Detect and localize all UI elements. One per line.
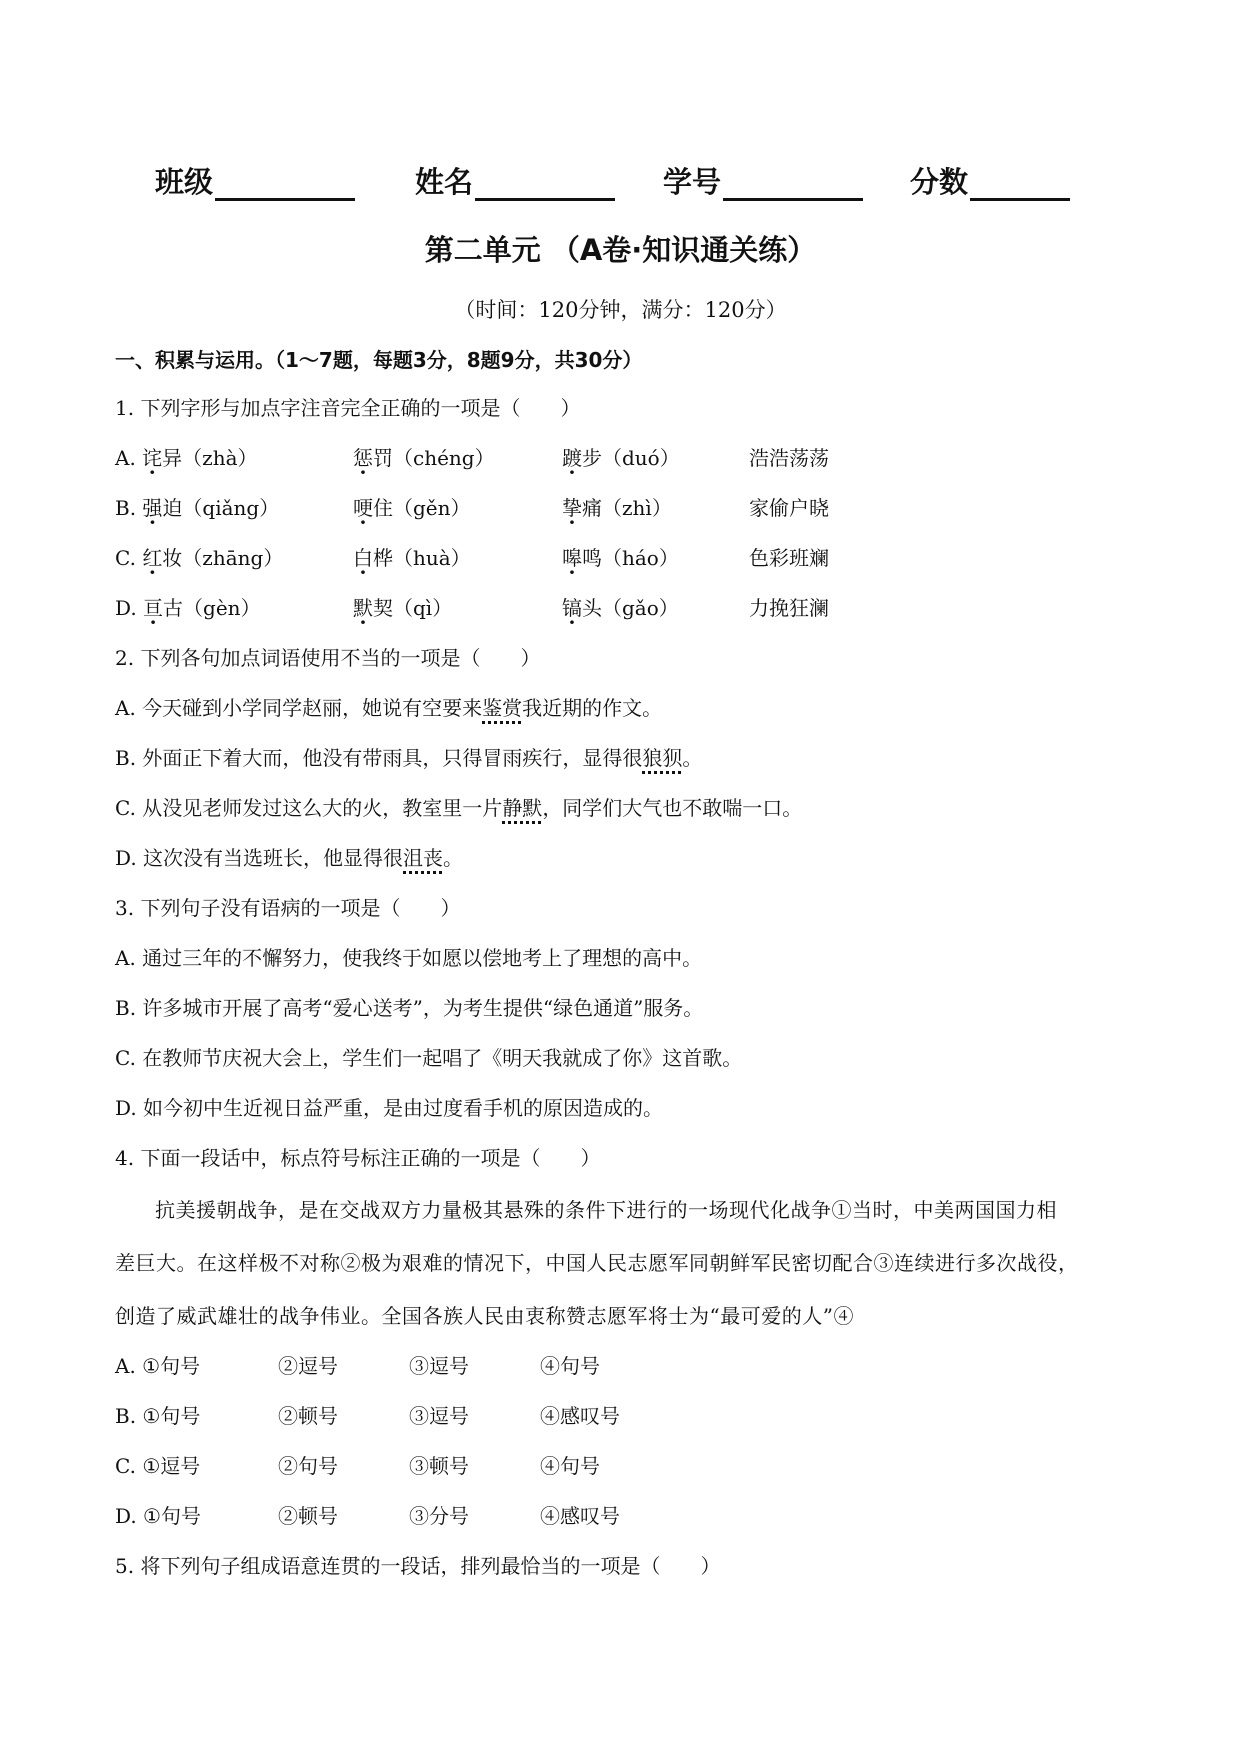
- option-text: 异（zhà）: [162, 446, 258, 470]
- q4-b-item-3: ③逗号: [409, 1404, 469, 1428]
- dotted-char: 强: [142, 496, 163, 520]
- dotted-char: 哽: [353, 496, 373, 520]
- q2-option-d[interactable]: [115, 842, 463, 871]
- q1-c-item-2: [353, 542, 471, 571]
- option-text: 。: [443, 846, 464, 870]
- option-text: 住（gěn）: [373, 496, 471, 520]
- q4-d-item-4: ④感叹号: [540, 1504, 620, 1528]
- section-heading: 一、积累与运用。（1～7题，每题3分，8题9分，共30分）: [115, 348, 643, 372]
- option-text: 。: [682, 746, 703, 770]
- option-text: 桦（huà）: [373, 546, 471, 570]
- q1-option-a[interactable]: [115, 442, 258, 471]
- q1-option-d[interactable]: [115, 592, 261, 621]
- q4-d-item-2: ②顿号: [278, 1504, 338, 1528]
- q2-stem: 2. 下列各句加点词语使用不当的一项是（ ）: [115, 646, 541, 670]
- q1-b-item-3: [562, 492, 672, 521]
- q1-c-item-4: 色彩班斓: [749, 546, 829, 570]
- q1-b-item-4: 家偷户晓: [749, 496, 829, 520]
- q1-stem: 1. 下列字形与加点字注音完全正确的一项是（ ）: [115, 396, 581, 420]
- dotted-char: 亘: [143, 596, 164, 620]
- option-label: C.: [115, 1454, 136, 1478]
- option-text: 鸣（háo）: [582, 546, 679, 570]
- name-field: [415, 160, 615, 201]
- q4-d-item-3: ③分号: [409, 1504, 469, 1528]
- option-text: ①逗号: [142, 1454, 201, 1478]
- page-title: 第二单元 （A卷·知识通关练）: [424, 233, 817, 267]
- q4-c-item-4: ④句号: [540, 1454, 600, 1478]
- option-text: 头（gǎo）: [582, 596, 679, 620]
- q1-a-item-3: [562, 442, 680, 471]
- q5-stem: 5. 将下列句子组成语意连贯的一段话，排列最恰当的一项是（ ）: [115, 1554, 721, 1578]
- dotted-char: 嗥: [562, 546, 582, 570]
- q1-option-c[interactable]: [115, 542, 283, 571]
- q1-a-item-2: [353, 442, 495, 471]
- option-label: B.: [115, 496, 137, 520]
- option-text: C. 从没见老师发过这么大的火，教室里一片: [115, 796, 503, 820]
- q4-b-item-2: ②顿号: [278, 1404, 338, 1428]
- option-label: D.: [115, 1504, 137, 1528]
- q2-option-b[interactable]: [115, 742, 702, 771]
- q4-passage-line-1: 抗美援朝战争，是在交战双方力量极其悬殊的条件下进行的一场现代化战争①当时，中美两国国力相: [155, 1198, 1057, 1222]
- option-text: 妆（zhāng）: [162, 546, 284, 570]
- dotted-char: 诧: [142, 446, 163, 470]
- option-text: 痛（zhì）: [582, 496, 672, 520]
- q3-option-b[interactable]: B. 许多城市开展了高考“爱心送考”，为考生提供“绿色通道”服务。: [115, 996, 704, 1020]
- q4-passage-line-2: 差巨大。在这样极不对称②极为艰难的情况下，中国人民志愿军同朝鲜军民密切配合③连续进行多次战役，: [115, 1251, 1079, 1275]
- q1-b-item-2: [353, 492, 471, 521]
- dotted-word-text: 鉴赏: [482, 696, 523, 720]
- q1-d-item-2: [353, 592, 452, 621]
- q1-d-item-3: [562, 592, 679, 621]
- q3-option-a[interactable]: A. 通过三年的不懈努力，使我终于如愿以偿地考上了理想的高中。: [115, 946, 703, 970]
- q2-option-a[interactable]: [115, 692, 662, 721]
- q4-stem: 4. 下面一段话中，标点符号标注正确的一项是（ ）: [115, 1146, 601, 1170]
- q4-option-d[interactable]: [115, 1500, 201, 1529]
- q3-option-c[interactable]: C. 在教师节庆祝大会上，学生们一起唱了《明天我就成了你》这首歌。: [115, 1046, 743, 1070]
- dotted-char: 默: [353, 596, 373, 620]
- page-subtitle: （时间：120分钟，满分：120分）: [454, 298, 787, 322]
- q4-option-c[interactable]: [115, 1450, 200, 1479]
- number-label: 学号: [663, 165, 722, 199]
- class-field: [155, 160, 355, 201]
- dotted-char: 挚: [562, 496, 582, 520]
- score-blank[interactable]: [970, 164, 1070, 201]
- dotted-word-text: 静默: [502, 796, 543, 820]
- dotted-char: 红: [142, 546, 163, 570]
- dotted-word-text: 狼狈: [642, 746, 683, 770]
- class-blank[interactable]: [215, 164, 355, 201]
- class-label: 班级: [155, 165, 214, 199]
- dotted-word-text: 沮丧: [403, 846, 444, 870]
- dotted-char: 踱: [562, 446, 582, 470]
- dotted-char: 镐: [562, 596, 582, 620]
- q4-a-item-2: ②逗号: [278, 1354, 338, 1378]
- option-text: ①句号: [142, 1404, 201, 1428]
- option-label: A.: [115, 1354, 136, 1378]
- option-text: ①句号: [143, 1504, 201, 1528]
- option-text: D. 这次没有当选班长，他显得很: [115, 846, 404, 870]
- q1-option-b[interactable]: [115, 492, 279, 521]
- q4-b-item-4: ④感叹号: [540, 1404, 620, 1428]
- dotted-char: 白: [353, 546, 373, 570]
- option-text: 契（qì）: [373, 596, 453, 620]
- student-info-header: [0, 160, 1241, 210]
- q4-c-item-3: ③顿号: [409, 1454, 469, 1478]
- name-label: 姓名: [415, 165, 474, 199]
- q3-option-d[interactable]: D. 如今初中生近视日益严重，是由过度看手机的原因造成的。: [115, 1096, 664, 1120]
- q4-a-item-4: ④句号: [540, 1354, 600, 1378]
- option-label: D.: [115, 596, 137, 620]
- number-field: [663, 160, 863, 201]
- q1-c-item-3: [562, 542, 679, 571]
- q4-passage-line-3: 创造了威武雄壮的战争伟业。全国各族人民由衷称赞志愿军将士为“最可爱的人”④: [115, 1304, 854, 1328]
- option-text: 古（gèn）: [163, 596, 261, 620]
- option-label: C.: [115, 546, 136, 570]
- option-label: B.: [115, 1404, 137, 1428]
- score-field: [910, 160, 1070, 201]
- q4-option-b[interactable]: [115, 1400, 200, 1429]
- q4-option-a[interactable]: [115, 1350, 200, 1379]
- option-text: A. 今天碰到小学同学赵丽，她说有空要来: [115, 696, 483, 720]
- option-text: B. 外面正下着大而，他没有带雨具，只得冒雨疾行，显得很: [115, 746, 643, 770]
- q2-option-c[interactable]: [115, 792, 802, 821]
- q4-c-item-2: ②句号: [278, 1454, 338, 1478]
- option-text: 迫（qiǎng）: [162, 496, 280, 520]
- q1-a-item-4: 浩浩荡荡: [749, 446, 829, 470]
- q4-a-item-3: ③逗号: [409, 1354, 469, 1378]
- q1-d-item-4: 力挽狂澜: [749, 596, 829, 620]
- option-text: ，同学们大气也不敢喘一口。: [542, 796, 803, 820]
- option-label: A.: [115, 446, 136, 470]
- option-text: 步（duó）: [582, 446, 680, 470]
- option-text: 罚（chéng）: [373, 446, 495, 470]
- number-blank[interactable]: [723, 164, 863, 201]
- option-text: 我近期的作文。: [522, 696, 663, 720]
- score-label: 分数: [910, 165, 969, 199]
- name-blank[interactable]: [475, 164, 615, 201]
- option-text: ①句号: [142, 1354, 201, 1378]
- dotted-char: 惩: [353, 446, 373, 470]
- dotted-word: [482, 696, 522, 720]
- q3-stem: 3. 下列句子没有语病的一项是（ ）: [115, 896, 461, 920]
